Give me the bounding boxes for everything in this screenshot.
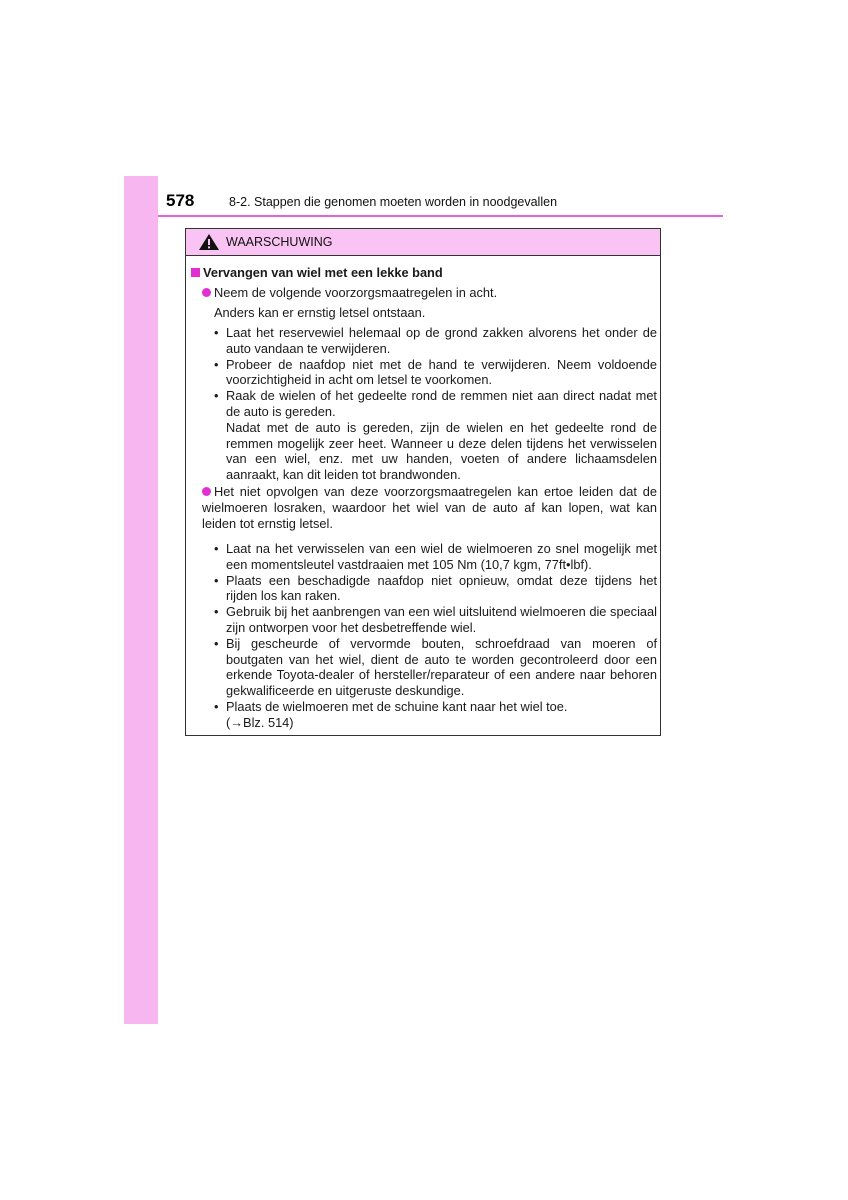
warning-heading: [191, 265, 443, 281]
header-rule: [158, 215, 723, 217]
warning-box: [185, 228, 661, 736]
warning-title: WAARSCHUWING: [226, 235, 333, 249]
bullet3-extra: Nadat met de auto is gereden, zijn de wielen en het gedeelte rond de remmen mogelijk zeer heet. Wanneer u deze delen tijdens het verwisselen van een wiel, enz. met uw handen, voeten of andere lichaamsdelen aanraakt, kan dit leiden tot brandwonden.: [226, 419, 657, 483]
item1-sub: Anders kan er ernstig letsel ontstaan.: [214, 305, 426, 320]
list-item: • Probeer de naafdop niet met de hand te verwijderen. Neem voldoende voorzichtigheid in acht om letsel te voorkomen.: [214, 357, 657, 389]
circle-marker-icon: [202, 487, 211, 496]
warning-triangle-icon: [198, 233, 220, 251]
list-item: • Plaats een beschadigde naafdop niet opnieuw, omdat deze tijdens het rijden los kan raken.: [214, 573, 657, 605]
square-marker-icon: [191, 268, 200, 277]
section-title: 8-2. Stappen die genomen moeten worden in noodgevallen: [229, 195, 558, 209]
page-reference: (→Blz. 514): [226, 714, 294, 730]
item2-lead: Het niet opvolgen van deze voorzorgsmaatregelen kan ertoe leiden dat de wielmoeren losraken, waardoor het wiel van de auto af kan lopen, wat kan leiden tot ernstig letsel.: [202, 484, 657, 531]
item1-lead: Neem de volgende voorzorgsmaatregelen in acht.: [202, 285, 497, 301]
list-item: • Laat na het verwisselen van een wiel de wielmoeren zo snel mogelijk met een momentsleutel vastdraaien met 105 Nm (10,7 kgm, 77ft•lbf).: [214, 541, 657, 573]
circle-marker-icon: [202, 288, 211, 297]
heading-text: Vervangen van wiel met een lekke band: [203, 265, 443, 280]
item2-bullets: [214, 541, 657, 731]
page-number: 578: [166, 191, 195, 210]
list-item: • Bij gescheurde of vervormde bouten, schroefdraad van moeren of boutgaten van het wiel, dient de auto te worden gecontroleerd door een erkende Toyota-dealer of hersteller/reparateur of een andere naar behoren gekwalificeerde en uitgeruste deskundige.: [214, 636, 657, 699]
warning-header: [186, 229, 660, 256]
list-item: • Gebruik bij het aanbrengen van een wiel uitsluitend wielmoeren die speciaal zijn ontworpen voor het desbetreffende wiel.: [214, 604, 657, 636]
list-item: • Plaats de wielmoeren met de schuine kant naar het wiel toe. (→Blz. 514): [214, 699, 657, 731]
item1-bullets: [214, 325, 657, 483]
list-item: • Laat het reservewiel helemaal op de grond zakken alvorens het onder de auto vandaan te verwijderen.: [214, 325, 657, 357]
side-tab: [124, 176, 158, 1024]
list-item: • Raak de wielen of het gedeelte rond de remmen niet aan direct nadat met de auto is gereden. Nadat met de auto is gereden, zijn de wielen en het gedeelte rond de remmen mogelijk zeer heet. Wanneer u deze delen tijdens het verwisselen van een wiel, enz. met uw handen, voeten of andere lichaamsdelen aanraakt, kan dit leiden tot brandwonden.: [214, 388, 657, 483]
